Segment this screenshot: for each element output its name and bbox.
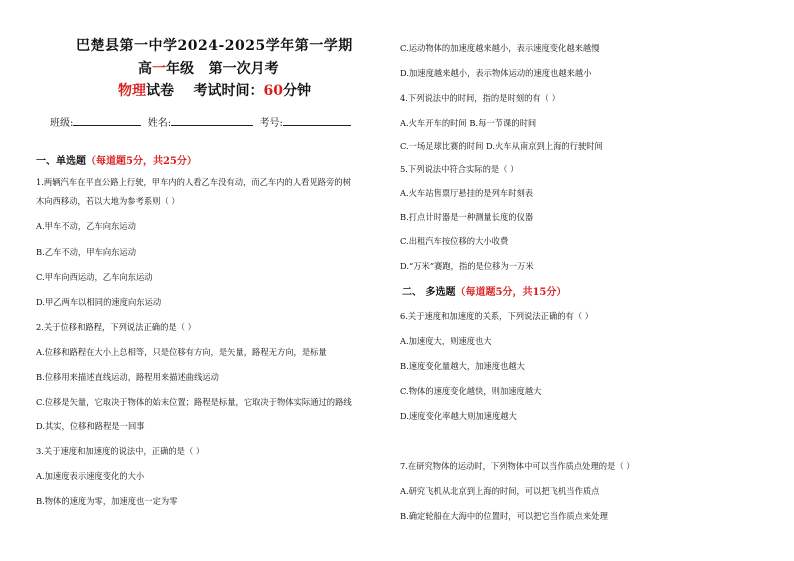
question-line: 5.下列说法中符合实际的是（ ）: [400, 164, 519, 174]
option-line: A.加速度表示速度变化的大小: [36, 471, 145, 481]
option-line: B.确定轮船在大海中的位置时，可以把它当作质点来处理: [400, 511, 608, 521]
option-line: C.一场足球比赛的时间 D.火车从南京到上海的行驶时间: [400, 141, 603, 151]
option-line: D.甲乙两车以相同的速度向东运动: [36, 297, 162, 307]
subject-time-title: 物理试卷 考试时间：60分钟: [118, 83, 311, 99]
school-title: 巴楚县第一中学2024-2025学年第一学期: [76, 38, 353, 54]
class-blank[interactable]: [73, 116, 141, 126]
option-line: A.火车站售票厅悬挂的是列车时刻表: [400, 188, 534, 198]
question-line: 3.关于速度和加速度的说法中，正确的是（ ）: [36, 446, 205, 456]
option-line: B.速度变化量越大，加速度也越大: [400, 361, 525, 371]
option-line: C.出租汽车按位移的大小收费: [400, 236, 509, 246]
grade-exam-title: 高一年级 第一次月考: [138, 61, 279, 77]
option-line: B.乙车不动，甲车向东运动: [36, 247, 137, 257]
option-line: B.物体的速度为零，加速度也一定为零: [36, 496, 178, 506]
section1-heading: 一、单选题（每道题5分，共25分）: [36, 156, 197, 167]
option-line: C.位移是矢量，它取决于物体的始末位置；路程是标量，它取决于物体实际通过的路线: [36, 397, 352, 407]
option-line: C.甲车向西运动，乙车向东运动: [36, 272, 153, 282]
option-line: D.加速度越来越小，表示物体运动的速度也越来越小: [400, 68, 592, 78]
option-line: A.研究飞机从北京到上海的时间，可以把飞机当作质点: [400, 486, 600, 496]
name-label: 姓名:: [147, 118, 172, 129]
student-info-row: [50, 116, 351, 129]
id-blank[interactable]: [283, 116, 351, 126]
option-line: A.甲车不动，乙车向东运动: [36, 221, 136, 231]
option-line: D.其实，位移和路程是一回事: [36, 421, 145, 431]
question-line: 1.两辆汽车在平直公路上行驶，甲车内的人看乙车没有动，而乙车内的人看见路旁的树: [36, 177, 351, 187]
name-blank[interactable]: [171, 116, 253, 126]
option-line: D.速度变化率越大则加速度越大: [400, 411, 517, 421]
option-line: D.“万米”赛跑，指的是位移为一万米: [400, 261, 534, 271]
option-line: B.打点计时器是一种测量长度的仪器: [400, 212, 534, 222]
question-line: 7.在研究物体的运动时，下列物体中可以当作质点处理的是（ ）: [400, 461, 635, 471]
option-line: C.运动物体的加速度越来越小，表示速度变化越来越慢: [400, 43, 600, 53]
question-line: 4.下列说法中的时间，指的是时刻的有（ ）: [400, 93, 560, 103]
section2-heading: 二、 多选题（每道题5分，共15分）: [402, 287, 567, 298]
question-line: 6.关于速度和加速度的关系，下列说法正确的有（ ）: [400, 311, 594, 321]
question-line: 木向西移动，若以大地为参考系则（ ）: [36, 196, 180, 206]
option-line: A.位移和路程在大小上总相等，只是位移有方向，是矢量，路程无方向，是标量: [36, 347, 327, 357]
option-line: C.物体的速度变化越快，则加速度越大: [400, 386, 542, 396]
option-line: A.加速度大，则速度也大: [400, 336, 492, 346]
question-line: 2.关于位移和路程，下列说法正确的是（ ）: [36, 322, 196, 332]
id-label: 考号:: [259, 118, 283, 129]
option-line: B.位移用来描述直线运动，路程用来描述曲线运动: [36, 372, 219, 382]
option-line: A.火车开车的时间 B.每一节课的时间: [400, 118, 537, 128]
class-label: 班级:: [50, 118, 74, 129]
